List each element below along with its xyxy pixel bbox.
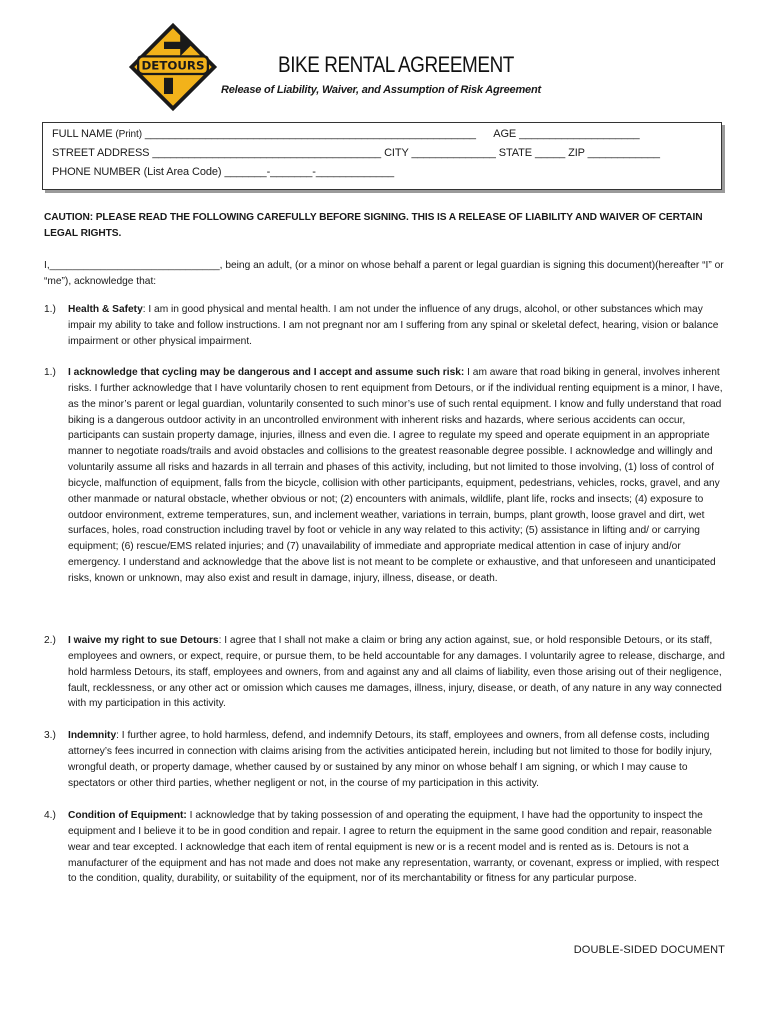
- street-address-field[interactable]: ______________________________________: [152, 147, 382, 159]
- clause-number: 2.): [44, 635, 56, 646]
- caution-notice: CAUTION: PLEASE READ THE FOLLOWING CAREFULLY BEFORE SIGNING. THIS IS A RELEASE OF LIABILITY AND WAIVER OF CERTAIN LEGAL RIGHTS.: [44, 212, 703, 239]
- clause-number: 3.): [44, 730, 56, 741]
- clause-heading: Condition of Equipment:: [68, 810, 187, 821]
- address-row: [52, 147, 660, 159]
- city-label: CITY: [384, 147, 409, 159]
- clause-text: : I agree that I shall not make a claim or bring any action against, sue, or hold responsible Detours, or its staff, employees and owners, or expect, require, or pursue them, to be held accountable for any damages. I voluntarily agree to release, discharge, and hold harmless Detours, its staff, employees and owners, from and against any and all claims of liability, even those arising out of their negligence, fault, recklessness, or any other act or omission which causes me damages, illness, injury, disease, or death, of any nature in any way connected with my participation in this activity.: [68, 635, 725, 710]
- signer-name-field[interactable]: ______________________________: [49, 260, 220, 271]
- clause-condition-of-equipment: [44, 808, 728, 887]
- state-label: STATE: [498, 147, 533, 159]
- logo-arrow-stem: [164, 78, 173, 94]
- clause-number: 1.): [44, 304, 56, 315]
- zip-label: ZIP: [568, 147, 585, 159]
- clause-number: 1.): [44, 367, 56, 378]
- page-subtitle: Release of Liability, Waiver, and Assumption of Risk Agreement: [221, 84, 541, 96]
- clause-text: I acknowledge that by taking possession of and operating the equipment, I have had the opportunity to inspect the equipment and I believe it to be in good condition and repair. I agree to return the equipment in the same good condition and repair, reasonable wear and tear excepted. I acknowledge that each item of rental equipment is new or is a recent model and is rented as is. Detours is not a manufacturer of the equipment and has not made and does not make any representation, warranty, or covenant, express or implied, with respect to the condition, quality, durability, or suitability of the equipment, nor of its merchantability or fitness for any particular purpose.: [68, 810, 720, 885]
- intro-prefix: I,: [44, 260, 50, 271]
- clause-heading: Health & Safety: [68, 304, 143, 315]
- detours-logo: [128, 22, 218, 112]
- street-address-label: STREET ADDRESS: [52, 147, 150, 159]
- logo-text: DETOURS: [141, 58, 205, 73]
- name-age-row: [52, 128, 639, 140]
- age-field[interactable]: ____________________: [519, 128, 640, 140]
- age-label: AGE: [493, 128, 517, 140]
- clause-text: I am aware that road biking in general, involves inherent risks. I further acknowledge that I have voluntarily chosen to rent equipment from Detours, or if the individual renting equipment is a minor, I have, as the minor’s parent or legal guardian, voluntarily consented to such minor’s use of such rental equipment. I know and fully understand that road biking is a dangerous outdoor activity in an uncontrolled environment with inherent risks and hazards, where serious accidents can occur, participants can sustain property damage, injuries, illness and even die. I agree to regulate my speed and operate equipment in an appropriate manner to negotiate roads/trails and avoid obstacles and collisions to the greatest reasonable degree possible. I acknowledge and willingly and voluntarily assume all risks and hazards in all terrain and phases of this activity, including, but not limited to those involving, (1) loss of control of bicycle, malfunction of equipment, falls from the bicycle, collision with other participants, equipment, pedestrians, vehicles, rocks, gravel, and any other manmade or natural obstacle, whether obvious or not; (2) encounters with animals, wildlife, plant life, rocks and insects; (4) exposure to outdoor environment, extreme temperatures, sun, and inclement weather, variations in terrain, bumps, plant growth, loose gravel and dirt, wet surfaces, holes, road construction including travel by foot or vehicle in any way related to this activity; (5) assistance in lifting and/ or carrying equipment; (6) rescue/EMS related injuries; and (7) unavailability of immediate and appropriate medical attention in case of injury and/or emergency. I understand and acknowledge that the above list is not meant to be complete or exhaustive, and that unforeseen and unanticipated risks, known or unknown, may also exist and result in damage, injury, illness, disease, or death.: [68, 367, 723, 584]
- clause-assume-risk: [44, 365, 728, 587]
- clause-indemnity: [44, 728, 728, 791]
- clause-heading: I waive my right to sue Detours: [68, 635, 219, 646]
- full-name-label: FULL NAME: [52, 128, 113, 140]
- phone-label: PHONE NUMBER (List Area Code): [52, 166, 222, 178]
- zip-field[interactable]: ____________: [587, 147, 660, 159]
- clause-number: 4.): [44, 810, 56, 821]
- clause-heading: I acknowledge that cycling may be dangerous and I accept and assume such risk:: [68, 367, 465, 378]
- personal-info-box: [42, 122, 722, 190]
- clause-health-safety: [44, 302, 728, 350]
- full-name-field[interactable]: _______________________________________________________: [144, 128, 476, 140]
- city-field[interactable]: ______________: [411, 147, 496, 159]
- intro-text: , being an adult, (or a minor on whose behalf a parent or legal guardian is signing this document)(hereafter “I” or “me”), acknowledge that:: [44, 260, 724, 287]
- intro-statement: [44, 258, 724, 290]
- phone-field[interactable]: _______-_______-_____________: [224, 166, 395, 178]
- clause-heading: Indemnity: [68, 730, 117, 741]
- page-title: BIKE RENTAL AGREEMENT: [278, 52, 514, 77]
- phone-row: [52, 166, 394, 178]
- clause-text: : I further agree, to hold harmless, defend, and indemnify Detours, its staff, employees and owners, from all defense costs, including attorney’s fees incurred in connection with claims arising from the activities anticipated herein, including but not limited to those for bodily injury, wrongful death, or property damage, whether caused by or sustained by any minor on whose behalf I am signing, or which I may cause to spectators or other third parties, whether negligent or not, in the course of my participation in this activity.: [68, 730, 713, 789]
- state-field[interactable]: _____: [535, 147, 566, 159]
- clause-waive-right-to-sue: [44, 633, 728, 712]
- double-sided-note: DOUBLE-SIDED DOCUMENT: [573, 944, 725, 956]
- clause-text: : I am in good physical and mental health. I am not under the influence of any drugs, alcohol, or other substances which may impair my ability to take and follow instructions. I am not pregnant nor am I suffering from any spinal or skeletal defect, hearing, vision or balance impairment or other physical impairment.: [68, 304, 719, 347]
- full-name-hint: (Print): [115, 129, 142, 140]
